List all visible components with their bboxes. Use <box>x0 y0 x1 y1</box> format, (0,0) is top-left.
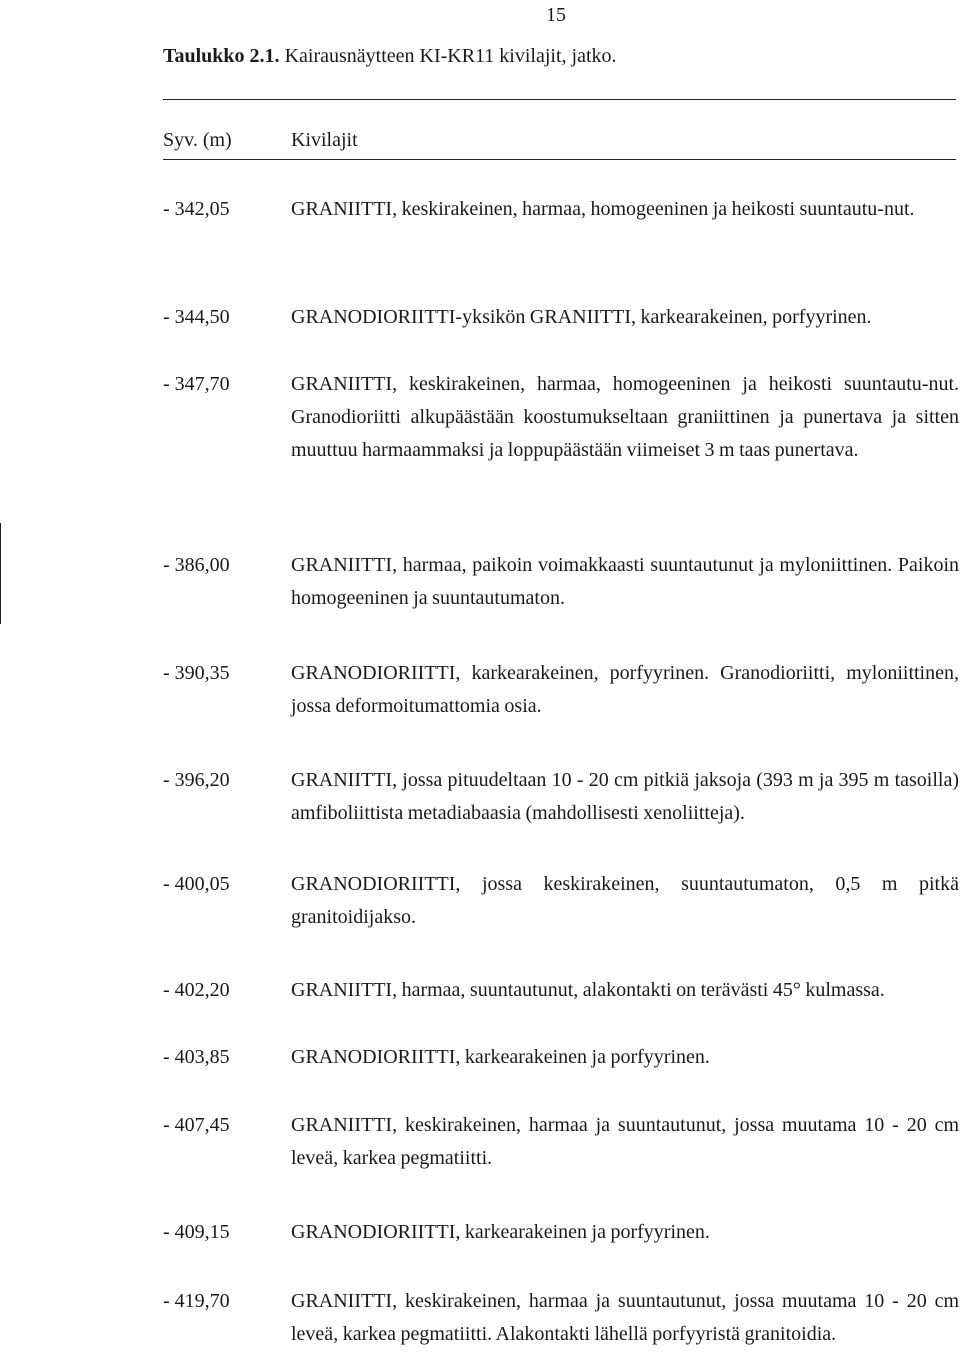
caption-label: Taulukko 2.1. <box>163 45 280 67</box>
depth-cell: - 409,15 <box>163 1221 230 1243</box>
rock-description: GRANIITTI, jossa pituudeltaan 10 - 20 cm pitkiä jaksoja (393 m ja 395 m tasoilla) amfiboliittista metadiabaasia (mahdollisesti xenoliitteja). <box>291 769 959 824</box>
depth-cell: - 342,05 <box>163 198 230 220</box>
depth-cell: - 390,35 <box>163 662 230 684</box>
depth-cell: - 403,85 <box>163 1046 230 1068</box>
page-number: 15 <box>546 4 566 26</box>
rock-description: GRANODIORIITTI, jossa keskirakeinen, suuntautumaton, 0,5 m pitkä granitoidijakso. <box>291 873 959 928</box>
depth-cell: - 344,50 <box>163 306 230 328</box>
rock-description: GRANIITTI, keskirakeinen, harmaa ja suuntautunut, jossa muutama 10 - 20 cm leveä, karkea pegmatiitti. Alakontakti lähellä porfyyristä granitoidia. <box>291 1290 959 1345</box>
rock-description: GRANIITTI, harmaa, paikoin voimakkaasti suuntautunut ja myloniittinen. Paikoin homogeeninen ja suuntautumaton. <box>291 554 959 609</box>
header-bottom-rule <box>163 159 956 160</box>
rock-description: GRANODIORIITTI-yksikön GRANIITTI, karkearakeinen, porfyyrinen. <box>291 306 872 328</box>
rock-description: GRANODIORIITTI, karkearakeinen, porfyyrinen. Granodioriitti, myloniittinen, jossa deformoitumattomia osia. <box>291 662 959 717</box>
header-top-rule <box>163 99 956 100</box>
column-header-rock-types: Kivilajit <box>291 129 358 151</box>
depth-cell: - 419,70 <box>163 1290 230 1312</box>
rock-description: GRANIITTI, keskirakeinen, harmaa, homogeeninen ja heikosti suuntautu-nut. Granodioriitti alkupäästään koostumukseltaan graniittinen ja punertava ja sitten muuttuu harmaammaksi ja loppupäästään viimeiset 3 m taas punertava. <box>291 373 959 461</box>
depth-cell: - 400,05 <box>163 873 230 895</box>
rock-description: GRANIITTI, harmaa, suuntautunut, alakontakti on terävästi 45° kulmassa. <box>291 979 885 1001</box>
margin-scan-mark <box>0 523 1 624</box>
rock-description: GRANODIORIITTI, karkearakeinen ja porfyyrinen. <box>291 1221 710 1243</box>
depth-cell: - 402,20 <box>163 979 230 1001</box>
depth-cell: - 386,00 <box>163 554 230 576</box>
rock-description: GRANIITTI, keskirakeinen, harmaa, homogeeninen ja heikosti suuntautu-nut. <box>291 198 915 220</box>
column-header-depth: Syv. (m) <box>163 129 232 151</box>
table-caption <box>163 45 617 68</box>
depth-cell: - 347,70 <box>163 373 230 395</box>
rock-description: GRANODIORIITTI, karkearakeinen ja porfyyrinen. <box>291 1046 710 1068</box>
depth-cell: - 407,45 <box>163 1114 230 1136</box>
rock-description: GRANIITTI, keskirakeinen, harmaa ja suuntautunut, jossa muutama 10 - 20 cm leveä, karkea pegmatiitti. <box>291 1114 959 1169</box>
caption-text: Kairausnäytteen KI-KR11 kivilajit, jatko. <box>284 45 617 67</box>
depth-cell: - 396,20 <box>163 769 230 791</box>
